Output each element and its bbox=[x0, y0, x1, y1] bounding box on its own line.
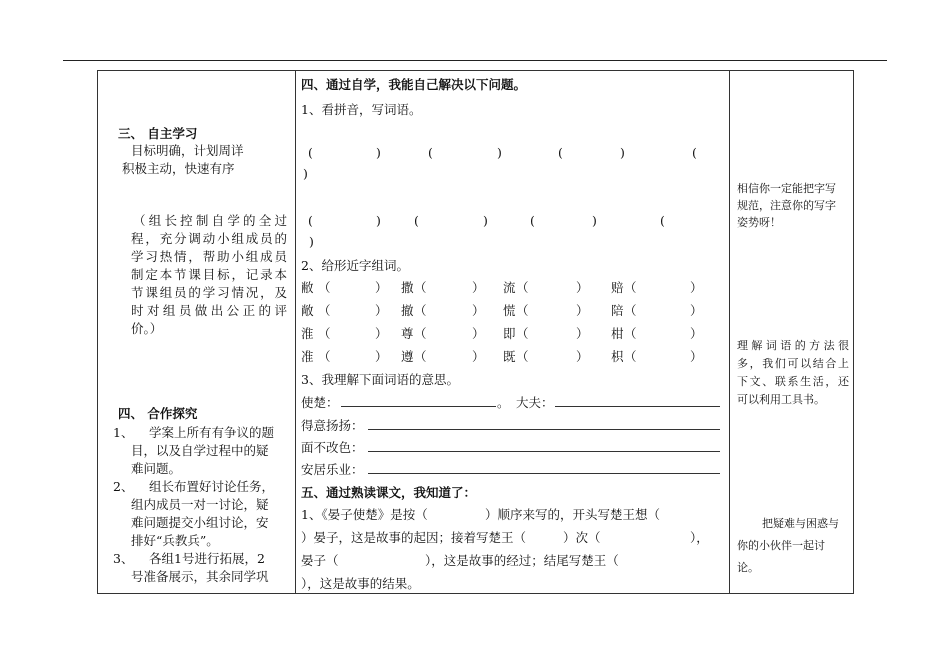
list-item-line: 排好“兵教兵”。 bbox=[131, 533, 219, 548]
fill-sentence: ），这是故事的结果。 bbox=[301, 576, 420, 591]
leader-note-line: 节课组员的学习情况，及 bbox=[131, 285, 287, 300]
leader-note-line: 时对组员做出公正的评 bbox=[131, 303, 287, 318]
question-1: 1、看拼音，写词语。 bbox=[301, 102, 422, 117]
term-label: 大夫： bbox=[516, 395, 554, 410]
question-2: 2、给形近字组词。 bbox=[301, 258, 409, 273]
char-cell: 准 bbox=[301, 349, 314, 364]
tip-line: 相信你一定能把字写 bbox=[737, 182, 836, 195]
term-label: 安居乐业： bbox=[301, 462, 364, 477]
section-3-title: 三、 自主学习 bbox=[118, 126, 198, 141]
paren-open: （ bbox=[318, 280, 331, 295]
list-item-line: 组内成员一对一讨论，疑 bbox=[131, 497, 269, 512]
list-item-line: 难问题提交小组讨论，安 bbox=[131, 515, 269, 530]
list-item-line: 组长布置好讨论任务， bbox=[149, 479, 275, 494]
paren-open: ( bbox=[414, 213, 419, 228]
tip-line: 下文、联系生活，还 bbox=[737, 375, 849, 388]
list-item-line: 难问题。 bbox=[131, 461, 182, 476]
paren-close: ） bbox=[375, 280, 388, 295]
paren-open: （ bbox=[516, 303, 529, 318]
column-divider bbox=[295, 71, 296, 593]
list-item-line: 学案上所有有争议的题 bbox=[149, 425, 275, 440]
paren-close: ） bbox=[576, 326, 589, 341]
answer-line[interactable] bbox=[368, 429, 720, 430]
tip-line: 可以利用工具书。 bbox=[737, 393, 825, 406]
char-cell: 淮 bbox=[301, 326, 314, 341]
paren-open: ( bbox=[428, 145, 433, 160]
char-cell: 流 bbox=[503, 280, 516, 295]
section-4-title: 四、 合作探究 bbox=[118, 406, 198, 421]
list-item-line: 各组1号进行拓展，2 bbox=[149, 551, 265, 566]
paren-close: ) bbox=[483, 213, 488, 228]
answer-line[interactable] bbox=[368, 451, 720, 452]
fill-sentence: 晏子（ bbox=[301, 553, 339, 568]
fill-sentence: ）次（ bbox=[563, 530, 601, 545]
paren-open: ( bbox=[308, 213, 313, 228]
paren-close: ） bbox=[472, 326, 485, 341]
column-divider bbox=[729, 71, 730, 593]
paren-close: ) bbox=[620, 145, 625, 160]
header-rule bbox=[63, 60, 887, 61]
paren-close: ) bbox=[303, 166, 308, 181]
paren-close: ） bbox=[690, 326, 703, 341]
paren-open: （ bbox=[624, 303, 637, 318]
tip-line: 把疑难与困惑与 bbox=[762, 517, 839, 530]
fill-sentence: ），这是故事的经过；结尾写楚王（ bbox=[425, 553, 619, 568]
paren-close: ） bbox=[375, 349, 388, 364]
char-cell: 柑 bbox=[611, 326, 624, 341]
char-cell: 既 bbox=[503, 349, 516, 364]
char-cell: 尊 bbox=[401, 326, 414, 341]
paren-close: ） bbox=[472, 349, 485, 364]
char-cell: 遵 bbox=[401, 349, 414, 364]
paren-open: （ bbox=[318, 349, 331, 364]
list-item-line: 号准备展示，其余同学巩 bbox=[131, 569, 269, 584]
paren-open: （ bbox=[414, 326, 427, 341]
paren-close: ) bbox=[592, 213, 597, 228]
read-aloud-heading: 五、通过熟读课文，我知道了： bbox=[301, 485, 477, 500]
char-cell: 撒 bbox=[401, 280, 414, 295]
list-item-line: 目，以及自学过程中的疑 bbox=[131, 443, 269, 458]
answer-line[interactable] bbox=[368, 473, 720, 474]
paren-open: ( bbox=[692, 145, 697, 160]
paren-close: ） bbox=[576, 280, 589, 295]
paren-open: ( bbox=[530, 213, 535, 228]
list-item-number: 3、 bbox=[113, 551, 134, 566]
char-cell: 枳 bbox=[611, 349, 624, 364]
paren-close: ） bbox=[576, 349, 589, 364]
char-cell: 敝 bbox=[301, 280, 314, 295]
tip-line: 你的小伙伴一起讨 bbox=[737, 539, 825, 552]
paren-close: ） bbox=[472, 303, 485, 318]
char-cell: 陪 bbox=[611, 303, 624, 318]
leader-note-line: 价。） bbox=[131, 321, 163, 336]
fill-sentence: ）晏子，这是故事的起因；接着写楚王（ bbox=[301, 530, 527, 545]
section-3-line: 积极主动，快速有序 bbox=[122, 161, 235, 176]
paren-close: ） bbox=[690, 303, 703, 318]
tip-line: 姿势呀！ bbox=[737, 216, 781, 229]
char-cell: 慌 bbox=[503, 303, 516, 318]
fill-sentence: ）， bbox=[690, 530, 709, 545]
leader-note-line: 程，充分调动小组成员的 bbox=[131, 231, 287, 246]
paren-open: ( bbox=[558, 145, 563, 160]
list-item-number: 1、 bbox=[113, 425, 134, 440]
paren-close: ) bbox=[376, 213, 381, 228]
list-item-number: 2、 bbox=[113, 479, 134, 494]
paren-close: ) bbox=[497, 145, 502, 160]
paren-close: ) bbox=[376, 145, 381, 160]
question-3: 3、我理解下面词语的意思。 bbox=[301, 372, 459, 387]
leader-note-line: （组长控制自学的全过 bbox=[133, 213, 287, 228]
char-cell: 敞 bbox=[301, 303, 314, 318]
paren-open: （ bbox=[414, 280, 427, 295]
paren-open: （ bbox=[414, 303, 427, 318]
paren-open: （ bbox=[318, 326, 331, 341]
paren-open: （ bbox=[516, 326, 529, 341]
paren-open: （ bbox=[516, 349, 529, 364]
paren-open: （ bbox=[414, 349, 427, 364]
section-3-line: 目标明确，计划周详 bbox=[131, 143, 244, 158]
paren-close: ） bbox=[576, 303, 589, 318]
paren-open: （ bbox=[624, 280, 637, 295]
tip-line: 多，我们可以结合上 bbox=[737, 357, 849, 370]
paren-close: ） bbox=[690, 280, 703, 295]
paren-close: ） bbox=[375, 303, 388, 318]
paren-close: ） bbox=[472, 280, 485, 295]
term-label: 使楚： bbox=[301, 395, 339, 410]
paren-open: （ bbox=[624, 349, 637, 364]
answer-line[interactable] bbox=[555, 406, 720, 407]
paren-open: ( bbox=[660, 213, 665, 228]
paren-close: ） bbox=[375, 326, 388, 341]
period: 。 bbox=[497, 395, 510, 410]
char-cell: 撤 bbox=[401, 303, 414, 318]
paren-close: ） bbox=[690, 349, 703, 364]
paren-open: （ bbox=[624, 326, 637, 341]
char-cell: 赔 bbox=[611, 280, 624, 295]
fill-sentence: 1、《晏子使楚》是按（ bbox=[301, 507, 428, 522]
tip-line: 规范，注意你的写字 bbox=[737, 199, 836, 212]
paren-open: （ bbox=[516, 280, 529, 295]
term-label: 得意扬扬： bbox=[301, 418, 364, 433]
leader-note-line: 制定本节课目标，记录本 bbox=[131, 267, 287, 282]
char-cell: 即 bbox=[503, 326, 516, 341]
self-study-heading: 四、通过自学，我能自己解决以下问题。 bbox=[301, 77, 527, 92]
tip-line: 论。 bbox=[737, 561, 759, 574]
answer-line[interactable] bbox=[341, 406, 496, 407]
paren-open: （ bbox=[318, 303, 331, 318]
fill-sentence: ）顺序来写的，开头写楚王想（ bbox=[485, 507, 661, 522]
paren-close: ) bbox=[309, 234, 314, 249]
tip-line: 理解词语的方法很 bbox=[737, 339, 849, 352]
term-label: 面不改色： bbox=[301, 440, 364, 455]
paren-open: ( bbox=[308, 145, 313, 160]
leader-note-line: 学习热情，帮助小组成员 bbox=[131, 249, 287, 264]
